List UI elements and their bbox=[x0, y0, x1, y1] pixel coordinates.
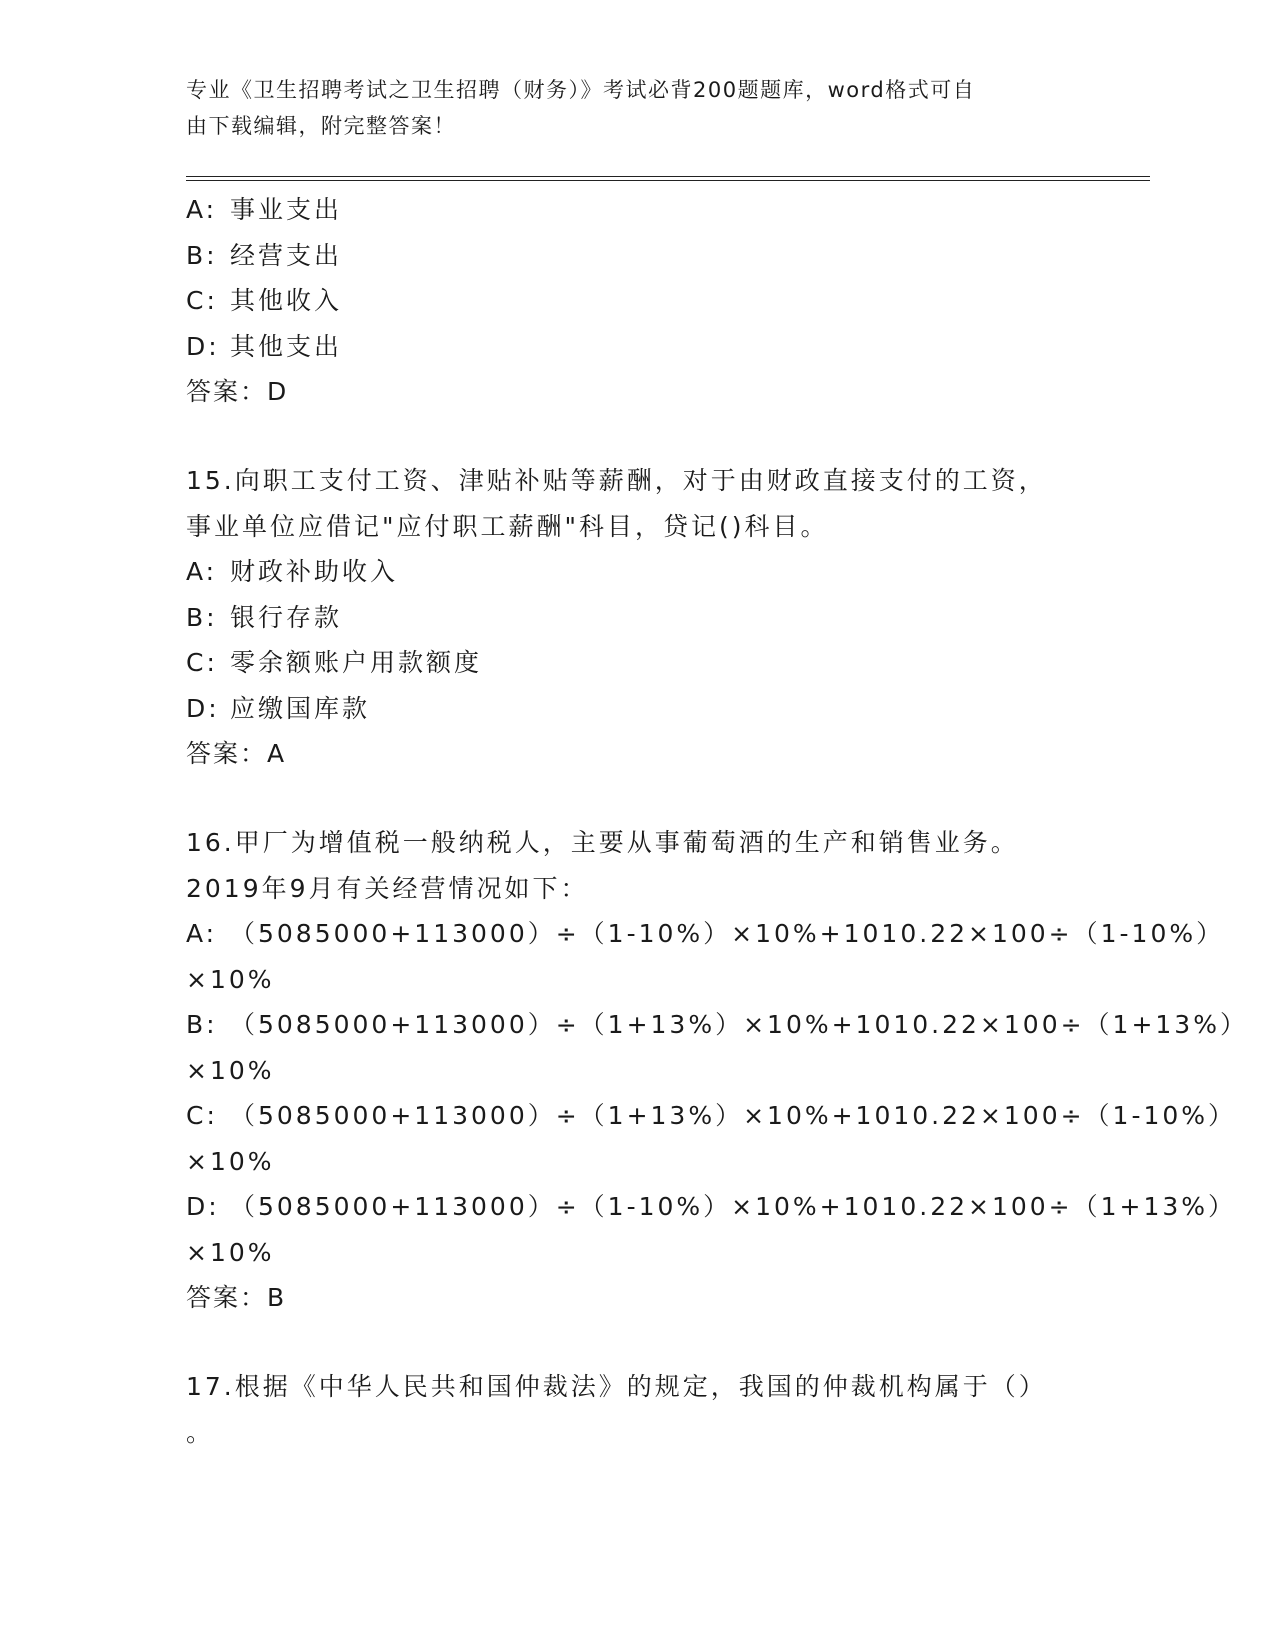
question-stem-line-2: 。 bbox=[186, 1417, 215, 1447]
question-stem-line-2: 事业单位应借记"应付职工薪酬"科目，贷记()科目。 bbox=[186, 511, 829, 541]
option-text: 其他支出 bbox=[230, 331, 343, 361]
document-body bbox=[186, 187, 1248, 1455]
option-d-continued: ×10% bbox=[186, 1237, 275, 1267]
option-text: （5085000+113000）÷（1+13%）×10%+1010.22×100÷（1-10%） bbox=[230, 1101, 1237, 1130]
option-text: 应缴国库款 bbox=[230, 693, 371, 723]
answer: 答案：D bbox=[186, 377, 289, 406]
option-text: 银行存款 bbox=[230, 602, 343, 632]
option-b-continued: ×10% bbox=[186, 1055, 275, 1085]
option-a bbox=[186, 187, 1066, 233]
question-stem-line-1: 17.根据《中华人民共和国仲裁法》的规定，我国的仲裁机构属于（） bbox=[186, 1372, 1047, 1401]
page-header bbox=[186, 72, 1066, 144]
option-b bbox=[186, 595, 1066, 641]
option-label: A: bbox=[186, 195, 218, 224]
header-line-1: 专业《卫生招聘考试之卫生招聘（财务）》考试必背200题题库，word格式可自 bbox=[186, 78, 976, 102]
option-text: 财政补助收入 bbox=[230, 557, 399, 586]
option-a bbox=[186, 911, 1225, 957]
question-stem-line-1: 15.向职工支付工资、津贴补贴等薪酬，对于由财政直接支付的工资， bbox=[186, 466, 1047, 495]
option-label: A: bbox=[186, 557, 218, 586]
option-label: D: bbox=[186, 1192, 220, 1221]
option-label: A: bbox=[186, 919, 218, 948]
question-15 bbox=[186, 458, 1066, 777]
option-text: 经营支出 bbox=[230, 240, 343, 270]
option-text: 事业支出 bbox=[230, 195, 343, 224]
option-c-continued: ×10% bbox=[186, 1146, 275, 1176]
option-d bbox=[186, 324, 1066, 370]
option-text: 零余额账户用款额度 bbox=[230, 648, 483, 677]
question-stem-line-1: 16.甲厂为增值税一般纳税人，主要从事葡萄酒的生产和销售业务。 bbox=[186, 828, 1019, 857]
option-text: （5085000+113000）÷（1+13%）×10%+1010.22×100÷（1+13%） bbox=[230, 1010, 1248, 1039]
question-17 bbox=[186, 1364, 1066, 1455]
option-a-continued: ×10% bbox=[186, 964, 275, 994]
option-text: （5085000+113000）÷（1-10%）×10%+1010.22×100÷（1-10%） bbox=[230, 919, 1225, 948]
header-double-rule bbox=[186, 176, 1150, 181]
spacer bbox=[186, 415, 1066, 459]
question-stem-line-2: 2019年9月有关经营情况如下： bbox=[186, 873, 589, 903]
option-label: B: bbox=[186, 602, 218, 632]
option-label: B: bbox=[186, 240, 218, 270]
option-text: 其他收入 bbox=[230, 286, 343, 315]
answer: 答案：A bbox=[186, 739, 287, 768]
option-b bbox=[186, 1002, 1248, 1048]
question-14 bbox=[186, 187, 1066, 415]
option-label: D: bbox=[186, 331, 220, 361]
option-c bbox=[186, 278, 1066, 324]
option-c bbox=[186, 1093, 1237, 1139]
option-label: C: bbox=[186, 1101, 218, 1130]
option-label: D: bbox=[186, 693, 220, 723]
option-d bbox=[186, 1184, 1237, 1230]
option-d bbox=[186, 686, 1066, 732]
answer: 答案：B bbox=[186, 1283, 287, 1312]
spacer bbox=[186, 777, 1066, 821]
option-c bbox=[186, 640, 1066, 686]
option-a bbox=[186, 549, 1066, 595]
option-label: C: bbox=[186, 648, 218, 677]
question-16 bbox=[186, 820, 1248, 1321]
option-label: B: bbox=[186, 1010, 218, 1039]
header-line-2: 由下载编辑，附完整答案！ bbox=[186, 114, 456, 138]
option-b bbox=[186, 233, 1066, 279]
option-text: （5085000+113000）÷（1-10%）×10%+1010.22×100÷（1+13%） bbox=[230, 1192, 1237, 1221]
spacer bbox=[186, 1321, 1066, 1365]
option-label: C: bbox=[186, 286, 218, 315]
